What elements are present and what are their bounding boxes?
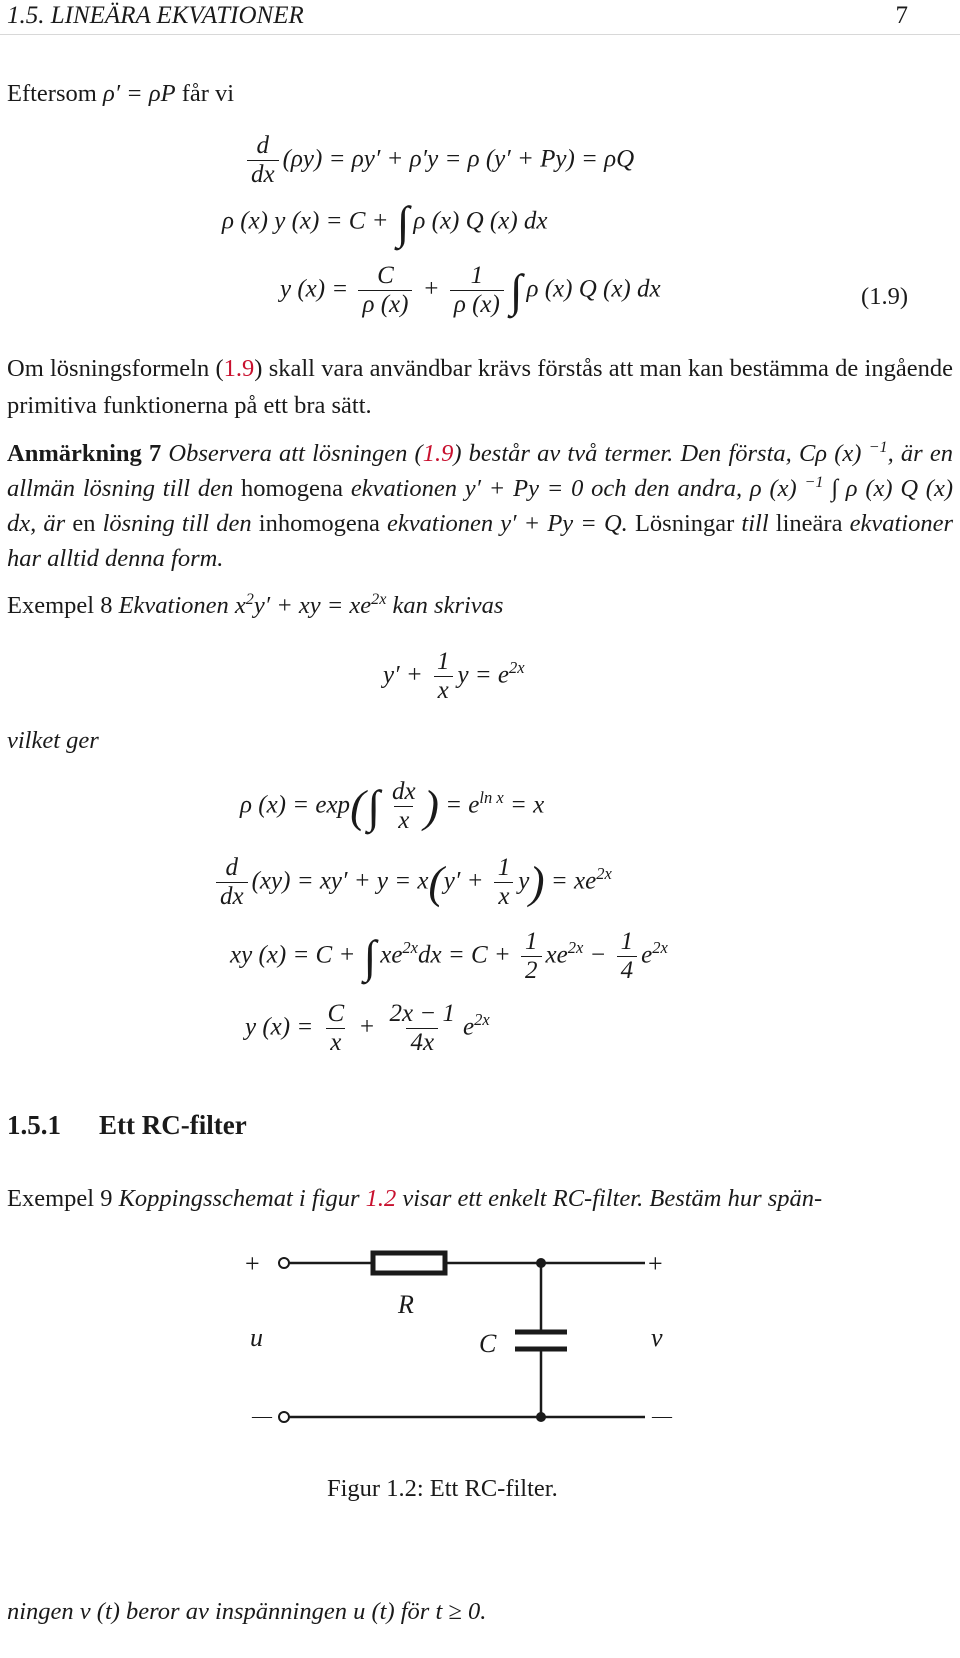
example-text: kan skrivas (386, 592, 504, 619)
subsection-title: Ett RC-filter (99, 1110, 247, 1140)
remark-text: ekvationer har alltid denna form. (7, 510, 953, 572)
equation-lhs: y (x) = (245, 1013, 320, 1041)
equation-mid: xe (545, 941, 568, 969)
equation-normalized (383, 648, 525, 705)
equation-rhs: ρ (x) Q (x) dx (413, 207, 548, 235)
equation-mid: e (641, 941, 653, 969)
subsection-number: 1.5.1 (7, 1110, 61, 1140)
frac-num: 1 (470, 262, 484, 289)
minus-right-label: — (652, 1405, 672, 1427)
equation-rest: (ρy) = ρy′ + ρ′y = ρ (y′ + Py) = ρQ (282, 145, 635, 173)
plus-right-label: + (648, 1249, 663, 1278)
equation-reference-link[interactable]: 1.9 (422, 440, 454, 467)
remark-label: Anmärkning 7 (7, 440, 162, 467)
equation-mid: (xy) = xy′ + y = x (251, 867, 429, 895)
equation-number-text: (1.9) (861, 283, 908, 310)
page-number: 7 (895, 2, 908, 29)
exponent: 2x (509, 658, 525, 678)
remark-text: ) består av två termer. Den första, Cρ (x) (453, 440, 869, 467)
frac-num: C (327, 1000, 345, 1027)
equation-mid: y (518, 867, 530, 895)
frac-den: 4 (617, 956, 638, 986)
paren-left: ( (350, 780, 366, 832)
integral-sign: ∫ (367, 780, 380, 832)
integral-sign: ∫ (363, 930, 377, 982)
paren-right: ) (529, 856, 545, 908)
remark-upright-word: lineära (775, 510, 843, 537)
equation-lhs: y′ + (383, 661, 429, 689)
equation-product-rule (212, 854, 612, 911)
minus-sign: − (583, 941, 613, 969)
vilket-ger-text: vilket ger (7, 727, 99, 754)
exponent: 2 (245, 590, 254, 608)
frac-den: ρ (x) (450, 290, 504, 320)
plus-sign: + (352, 1013, 382, 1041)
frac-den: x (434, 676, 453, 706)
intro-line (7, 80, 234, 108)
frac-den: dx (247, 160, 279, 190)
exponent: 2x (474, 1010, 490, 1030)
exponent: 2x (371, 590, 387, 608)
plus-left-label: + (245, 1249, 260, 1278)
remark-text: lösning till den (95, 510, 259, 537)
equation-integral (222, 197, 548, 248)
paren-left: ( (428, 856, 444, 908)
plus-sign: + (416, 275, 446, 303)
remark-text: , är en allmän lösning till den (7, 440, 953, 502)
capacitor-label: C (479, 1329, 497, 1358)
output-voltage-label: v (651, 1323, 663, 1352)
rc-circuit-diagram (0, 1230, 960, 1470)
resistor-label: R (398, 1290, 414, 1319)
intro-math: ρ′ = ρP (102, 80, 176, 107)
exponent: 2x (596, 864, 612, 884)
frac-num: d (225, 854, 239, 881)
remark-text: Observera att lösningen ( (161, 440, 423, 467)
frac-den: x (326, 1028, 345, 1058)
frac-den: dx (216, 882, 248, 912)
exponent: 2x (652, 938, 668, 958)
frac-num: 1 (525, 928, 538, 955)
equation-mid: = e (438, 791, 480, 819)
frac-num: dx (392, 778, 416, 805)
remark-upright-word: Lösningar (634, 510, 735, 537)
equation-derivative (243, 132, 634, 189)
equation-final (245, 1000, 490, 1057)
frac-den: x (494, 882, 513, 912)
paragraph-text: Om lösningsformeln ( (7, 355, 224, 382)
equation-integrated (230, 928, 668, 985)
frac-den: 2 (521, 956, 542, 986)
integral-sign: ∫ (509, 264, 523, 316)
minus-left-label: — (252, 1405, 272, 1427)
remark-paragraph (7, 436, 953, 576)
input-voltage-label: u (250, 1323, 263, 1352)
intro-lead: Eftersom (7, 80, 103, 107)
figure-caption: Figur 1.2: Ett RC-filter. (327, 1475, 558, 1502)
remark-text: ekvationen y′ + Py = 0 och den andra, ρ (x) (343, 475, 805, 502)
equation-lhs: y (x) = (280, 275, 355, 303)
equation-rho (240, 778, 544, 835)
remark-upright-word: inhomogena (258, 510, 380, 537)
equation-mid: xe (380, 941, 403, 969)
equation-lhs: ρ (x) = exp (240, 791, 351, 819)
remark-upright-word: en (72, 510, 96, 537)
equation-rhs: y = e (457, 661, 509, 689)
junction-bottom (536, 1412, 546, 1422)
paragraph-text: ) skall vara användbar krävs förstås att man kan bestämma de ingående primitiva funktionerna på ett bra sätt. (7, 355, 953, 419)
equation-solution (280, 262, 661, 319)
frac-den: 4x (406, 1028, 438, 1058)
paragraph-solution-formula (7, 350, 953, 424)
paren-right: ) (423, 780, 439, 832)
equation-reference-link[interactable]: 1.9 (223, 355, 255, 382)
equation-number (861, 283, 908, 311)
terminal-input-minus (279, 1412, 289, 1422)
remark-text: till (734, 510, 776, 537)
example-9-statement (7, 1185, 822, 1213)
equation-lhs: xy (x) = C + (230, 941, 362, 969)
equation-rhs: = xe (544, 867, 597, 895)
integral-sign: ∫ (396, 197, 410, 248)
equation-rhs: = x (503, 791, 545, 819)
exponent: −1 (868, 438, 888, 456)
remark-upright-word: homogena (241, 475, 344, 502)
equation-mid: dx = C + (418, 941, 518, 969)
example-text: Ekvationen x (112, 592, 246, 619)
figure-reference-link[interactable]: 1.2 (365, 1185, 397, 1212)
equation-lhs: ρ (x) y (x) = C + (222, 207, 395, 235)
example-label: Exempel 8 (7, 592, 113, 619)
example-label: Exempel 9 (7, 1185, 113, 1212)
remark-text: ∫ ρ (x) Q (x) dx, är (7, 475, 953, 537)
exponent: ln x (479, 788, 504, 808)
frac-num: 1 (620, 928, 634, 955)
frac-den: ρ (x) (358, 290, 412, 320)
remark-text: ekvationen y′ + Py = Q. (379, 510, 635, 537)
example-text: Koppingsschemat i figur (112, 1185, 366, 1212)
terminal-input-plus (279, 1258, 289, 1268)
closing-line: ningen v (t) beror av inspänningen u (t) för t ≥ 0. (7, 1598, 487, 1625)
subsection-heading (7, 1110, 247, 1141)
example-text: visar ett enkelt RC-filter. Bestäm hur spän- (396, 1185, 823, 1212)
header-rule (0, 34, 960, 35)
equation-mid: y′ + (443, 867, 490, 895)
equation-rhs: e (463, 1013, 475, 1041)
frac-den: x (394, 806, 413, 836)
exponent: −1 (804, 473, 824, 491)
junction-top (536, 1258, 546, 1268)
example-text: y′ + xy = xe (253, 592, 372, 619)
resistor-symbol (373, 1253, 445, 1273)
frac-num: 1 (436, 648, 450, 675)
equation-rhs: ρ (x) Q (x) dx (526, 275, 661, 303)
exponent: 2x (567, 938, 584, 958)
frac-num: 2x − 1 (389, 1000, 455, 1027)
frac-num: d (256, 132, 270, 159)
example-8-statement (7, 592, 503, 620)
exponent: 2x (402, 938, 418, 958)
frac-num: C (377, 262, 394, 289)
frac-num: 1 (497, 854, 511, 881)
intro-tail: får vi (175, 80, 235, 107)
running-header-title: 1.5. LINEÄRA EKVATIONER (7, 2, 304, 29)
